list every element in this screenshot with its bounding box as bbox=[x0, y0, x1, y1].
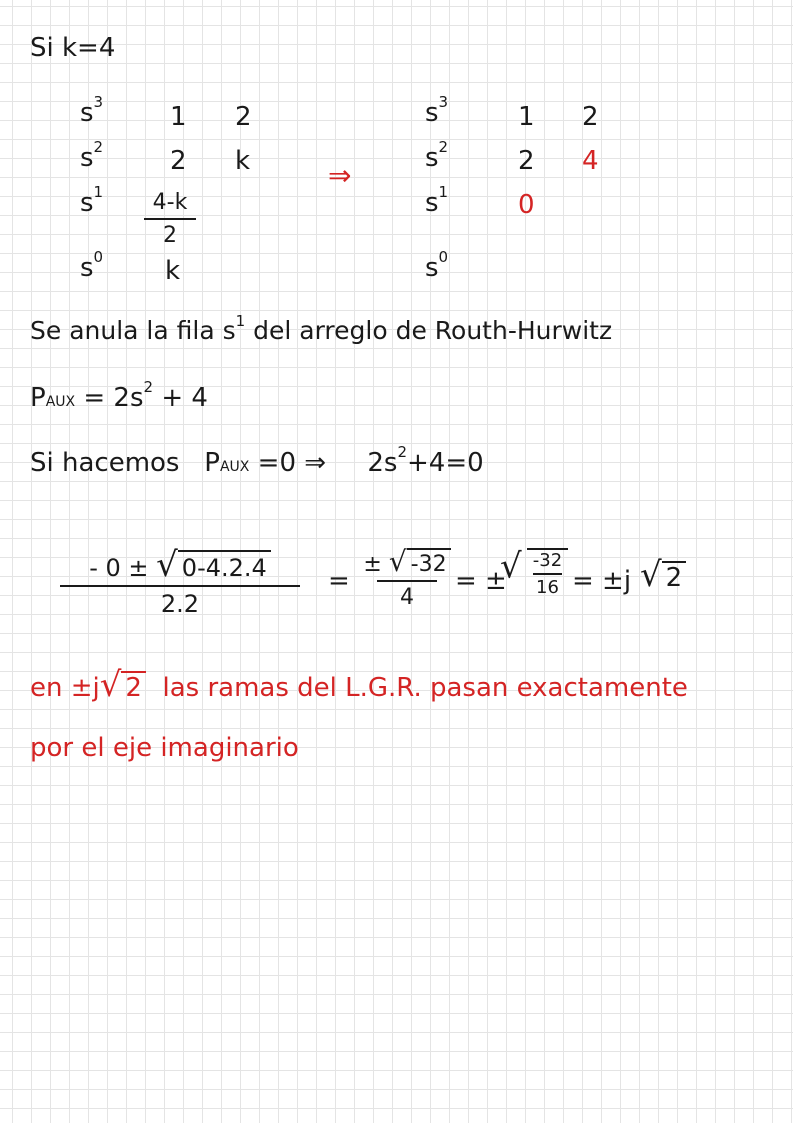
row-label: $s^0$ bbox=[425, 248, 449, 283]
equals-sign: = bbox=[328, 566, 350, 596]
conclusion-line-1: en ±j√ 2 las ramas del L.G.R. pasan exactamente bbox=[30, 665, 688, 705]
denominator: 2 bbox=[163, 223, 177, 248]
numerator: - 0 ± √ 0-4.2.4 bbox=[55, 548, 305, 582]
cell-highlight: 0 bbox=[518, 190, 535, 220]
conclusion-line-2: por el eje imaginario bbox=[30, 733, 299, 763]
sqrt-two: √ 2 bbox=[640, 558, 686, 592]
plus-minus: = ± bbox=[455, 566, 507, 596]
sqrt-icon: √ bbox=[388, 545, 407, 578]
cell: 1 bbox=[518, 102, 535, 132]
equals-pm-j: = ±j bbox=[572, 566, 632, 596]
implies-arrow: ⇒ bbox=[328, 159, 352, 192]
equation-line: Si hacemos PAUX =0 ⇒ $2s^2+4=0$ bbox=[30, 443, 484, 478]
sqrt-fraction bbox=[500, 548, 568, 598]
cell-highlight: 4 bbox=[582, 146, 599, 176]
denominator: 2.2 bbox=[160, 590, 200, 618]
sqrt-icon: √ bbox=[640, 555, 662, 595]
sqrt-icon: √ bbox=[500, 546, 522, 587]
cell: 1 bbox=[170, 102, 187, 132]
cell: 2 bbox=[518, 146, 535, 176]
row-label: $s^0$ bbox=[80, 248, 104, 283]
sqrt-icon: √ bbox=[99, 665, 122, 705]
heading: Si k=4 bbox=[30, 33, 116, 63]
fraction-bar bbox=[144, 218, 196, 220]
cell: 2 bbox=[582, 102, 599, 132]
fraction-bar bbox=[533, 573, 562, 575]
cell: 2 bbox=[235, 102, 252, 132]
auxiliary-polynomial: PAUX = $2s^2 + 4$ bbox=[30, 378, 208, 413]
row-label: $s^2$ bbox=[425, 138, 449, 173]
row-label: $s^3$ bbox=[425, 93, 449, 128]
fraction bbox=[140, 190, 200, 248]
cell: k bbox=[235, 146, 251, 176]
sentence-routh: Se anula la fila $s^1$ del arreglo de Routh-Hurwitz bbox=[30, 311, 613, 345]
formula-fraction-1 bbox=[55, 545, 305, 618]
sqrt-icon: √ bbox=[156, 545, 178, 585]
cell: 2 bbox=[170, 146, 187, 176]
cell: k bbox=[165, 256, 181, 286]
numerator: 4-k bbox=[152, 190, 188, 215]
denominator: 4 bbox=[400, 585, 414, 610]
row-label: $s^1$ bbox=[80, 183, 104, 218]
row-label: $s^3$ bbox=[80, 93, 104, 128]
row-label: $s^1$ bbox=[425, 183, 449, 218]
numerator: -32 bbox=[532, 550, 563, 571]
fraction-bar bbox=[60, 585, 300, 587]
formula-fraction-2 bbox=[362, 545, 452, 610]
denominator: 16 bbox=[536, 577, 559, 598]
row-label: $s^2$ bbox=[80, 138, 104, 173]
numerator: ± √ -32 bbox=[362, 548, 452, 577]
fraction-bar bbox=[377, 580, 437, 582]
